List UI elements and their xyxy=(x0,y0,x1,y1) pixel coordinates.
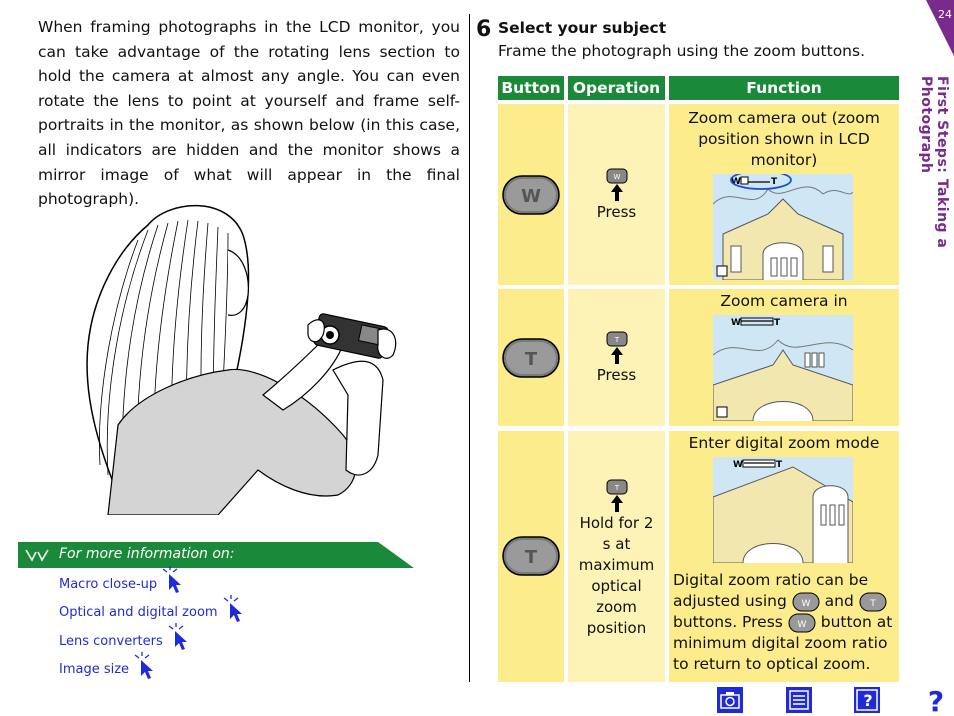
inline-w-button-icon xyxy=(792,592,820,612)
section-title: First Steps: Taking a Photograph xyxy=(918,76,950,249)
svg-text:T: T xyxy=(524,547,538,568)
lcd-digital-zoom-image xyxy=(713,457,853,563)
svg-text:T: T xyxy=(776,460,783,470)
row3-operation-cell xyxy=(568,431,665,682)
more-info-title: For more information on: xyxy=(59,546,235,562)
step-number: 6 xyxy=(476,17,492,42)
function-text: Zoom camera out (zoom position shown in LCD monitor) xyxy=(688,109,880,169)
row1-button-cell xyxy=(498,104,564,285)
inline-t-button-icon xyxy=(859,592,887,612)
function-text: Enter digital zoom mode xyxy=(688,434,880,452)
pointer-cursor-icon xyxy=(167,621,191,651)
help-index-icon[interactable] xyxy=(853,686,881,714)
row3-function-cell xyxy=(669,431,899,682)
link-label[interactable]: Macro close-up xyxy=(59,576,158,592)
help-icon[interactable] xyxy=(922,686,950,714)
lcd-zoom-in-image xyxy=(713,315,853,421)
lcd-zoom-out-image xyxy=(713,174,853,280)
zoom-t-button-icon xyxy=(501,535,561,577)
link-label[interactable]: Optical and digital zoom xyxy=(59,605,218,621)
svg-text:W: W xyxy=(521,186,541,207)
pointer-cursor-icon xyxy=(222,593,246,623)
link-label[interactable]: Lens converters xyxy=(59,633,163,649)
hold-t-icon xyxy=(606,479,628,513)
row2-operation-cell xyxy=(568,289,665,426)
zoom-t-button-icon xyxy=(501,337,561,379)
header-button: Button xyxy=(498,76,564,100)
page-number: 24 xyxy=(938,8,952,21)
contents-icon[interactable] xyxy=(785,686,813,714)
operation-label: Press xyxy=(596,366,637,384)
row2-function-cell xyxy=(669,289,899,426)
pointer-cursor-icon xyxy=(133,650,157,680)
link-label[interactable]: Image size xyxy=(59,662,130,678)
pointer-cursor-icon xyxy=(161,564,185,594)
svg-text:?: ? xyxy=(927,686,945,714)
svg-text:W: W xyxy=(731,318,741,328)
svg-text:W: W xyxy=(731,177,741,187)
svg-text:W: W xyxy=(733,460,743,470)
svg-text:T: T xyxy=(870,598,876,609)
svg-text:T: T xyxy=(614,336,619,344)
row3-button-cell xyxy=(498,431,564,682)
link-macro-close-up[interactable] xyxy=(59,570,246,599)
inline-w-button-icon xyxy=(788,613,816,633)
function-text: Zoom camera in xyxy=(720,292,848,310)
row2-button-cell xyxy=(498,289,564,426)
svg-text:T: T xyxy=(774,318,781,328)
svg-text:T: T xyxy=(524,349,538,370)
press-t-icon xyxy=(606,331,628,365)
row1-function-cell xyxy=(669,104,899,285)
svg-text:W: W xyxy=(797,619,807,630)
link-image-size[interactable] xyxy=(59,656,246,685)
svg-text:?: ? xyxy=(863,691,873,710)
column-divider xyxy=(469,14,470,682)
step-title: Select your subject xyxy=(498,19,667,37)
row1-operation-cell xyxy=(568,104,665,285)
svg-text:T: T xyxy=(771,177,778,187)
link-optical-digital-zoom[interactable] xyxy=(59,599,246,628)
zoom-w-button-icon xyxy=(501,174,561,216)
woman-with-camera-illustration xyxy=(78,195,408,515)
digital-zoom-note: Digital zoom ratio can be adjusted using W and T buttons. Press W button at minimum digital zoom ratio to return to optical zoom. xyxy=(673,571,893,673)
header-operation: Operation xyxy=(568,76,665,100)
svg-text:W: W xyxy=(613,173,620,181)
more-info-links xyxy=(59,570,246,684)
press-w-icon xyxy=(606,168,628,202)
intro-paragraph: When framing photographs in the LCD monitor, you can take advantage of the rotating lens section to hold the camera at almost any angle. You can even rotate the lens to point at yourself and frame self-portraits in the monitor, as shown below (in this case, all indicators are hidden and the monitor shows a mirror image of what will appear in the final photograph). xyxy=(38,18,460,209)
svg-text:W: W xyxy=(801,598,811,609)
operation-label: Hold for 2 s at maximum optical zoom position xyxy=(578,514,655,637)
step-subtitle: Frame the photograph using the zoom buttons. xyxy=(498,42,866,60)
header-function: Function xyxy=(669,76,899,100)
svg-text:T: T xyxy=(614,484,619,492)
camera-icon[interactable] xyxy=(716,686,744,714)
operation-label: Press xyxy=(596,203,637,221)
